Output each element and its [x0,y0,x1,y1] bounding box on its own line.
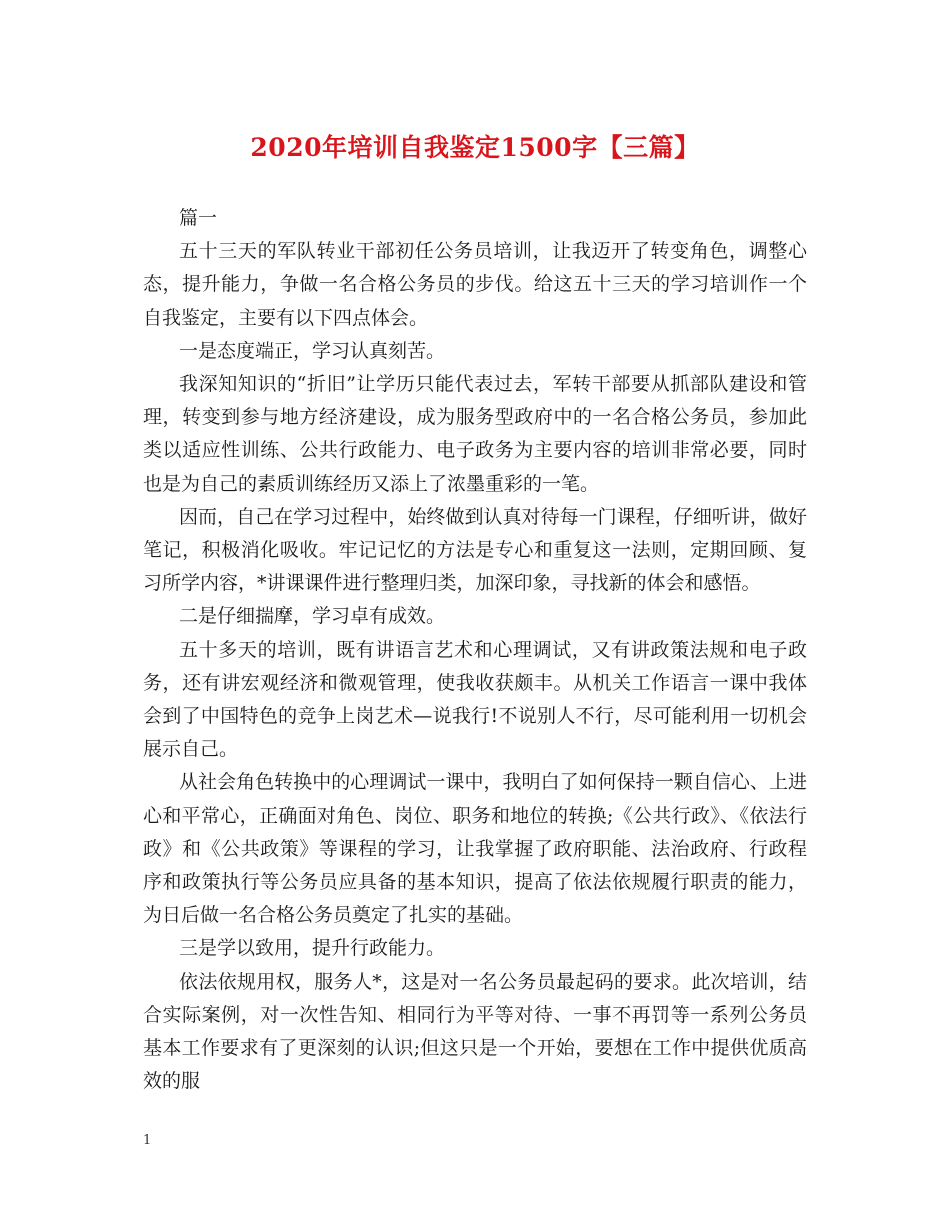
paragraph: 我深知知识的“折旧”让学历只能代表过去，军转干部要从抓部队建设和管理，转变到参与地方经济建设，成为服务型政府中的一名合格公务员，参加此类以适应性训练、公共行政能力、电子政务为主要内容的培训非常必要，同时也是为自己的素质训练经历又添上了浓墨重彩的一笔。 [143,373,807,495]
paragraph: 依法依规用权，服务人*，这是对一名公务员最起码的要求。此次培训，结合实际案例，对一次性告知、相同行为平等对待、一事不再罚等一系列公务员基本工作要求有了更深刻的认识;但这只是一个开始，要想在工作中提供优质高效的服 [143,970,807,1093]
paragraph-point-heading: 一是态度端正，学习认真刻苦。 [179,339,446,362]
document-body [143,202,807,1098]
paragraph-point-heading: 三是学以致用，提升行政能力。 [179,937,446,960]
paragraph-point-heading: 二是仔细揣摩，学习卓有成效。 [179,605,446,628]
paragraph: 五十多天的培训，既有讲语言艺术和心理调试，又有讲政策法规和电子政务，还有讲宏观经济和微观管理，使我收获颇丰。从机关工作语言一课中我体会到了中国特色的竞争上岗艺术—说我行!不说别人不行，尽可能利用一切机会展示自己。 [143,638,807,761]
page-number: 1 [143,1133,152,1148]
document-title: 2020年培训自我鉴定1500字【三篇】 [250,133,700,162]
paragraph: 从社会角色转换中的心理调试一课中，我明白了如何保持一颗自信心、上进心和平常心，正确面对角色、岗位、职务和地位的转换;《公共行政》、《依法行政》和《公共政策》等课程的学习，让我掌握了政府职能、法治政府、行政程序和政策执行等公务员应具备的基本知识，提高了依法依规履行职责的能力，为日后做一名合格公务员奠定了扎实的基础。 [143,771,807,927]
paragraph: 五十三天的军队转业干部初任公务员培训，让我迈开了转变角色，调整心态，提升能力，争做一名合格公务员的步伐。给这五十三天的学习培训作一个自我鉴定，主要有以下四点体会。 [143,240,807,329]
paragraph-section-heading: 篇一 [179,207,218,229]
paragraph: 因而，自己在学习过程中，始终做到认真对待每一门课程，仔细听讲，做好笔记，积极消化吸收。牢记记忆的方法是专心和重复这一法则，定期回顾、复习所学内容，*讲课课件进行整理归类，加深印象，寻找新的体会和感悟。 [143,505,807,595]
